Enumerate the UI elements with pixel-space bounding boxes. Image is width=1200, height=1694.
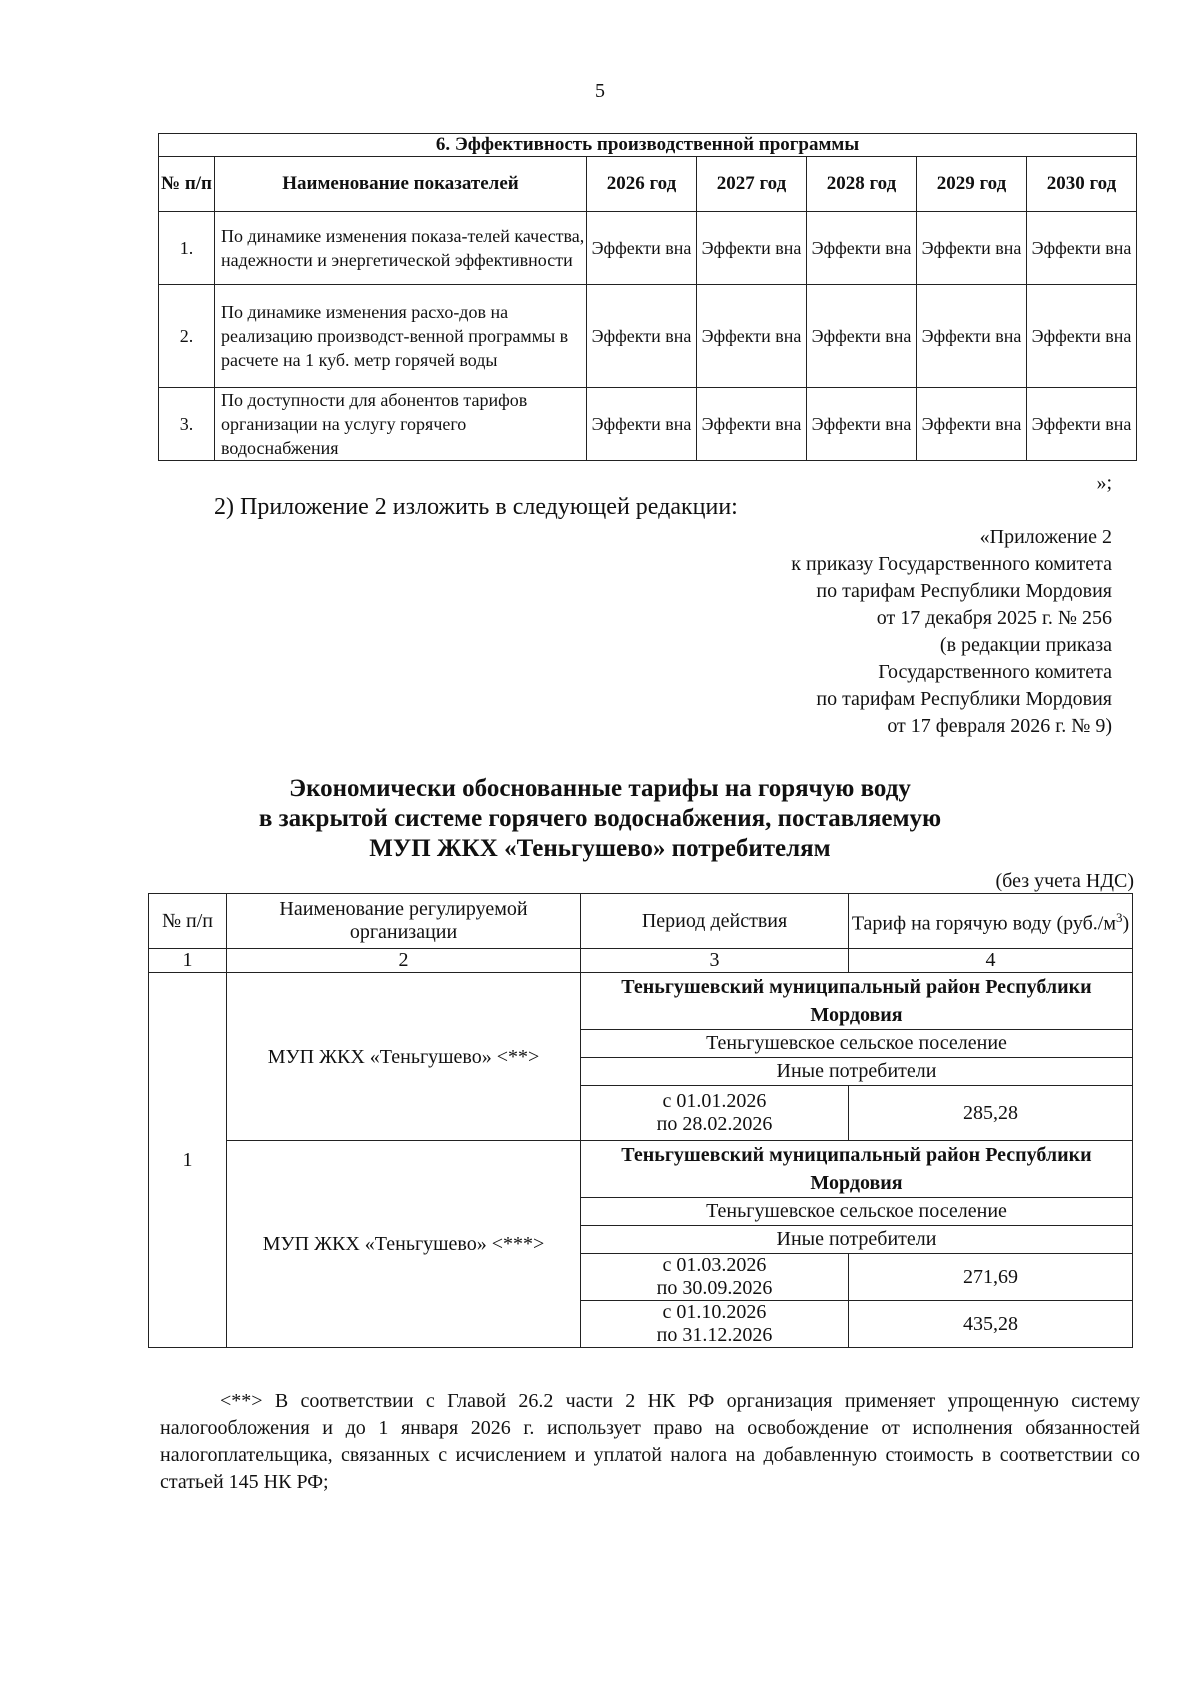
row-num: 1.	[159, 212, 215, 285]
row-num: 1	[149, 973, 227, 1348]
item-heading: 2) Приложение 2 изложить в следующей редакции:	[214, 494, 738, 520]
appendix-line: от 17 февраля 2026 г. № 9)	[887, 715, 1112, 737]
row-value: Эффекти вна	[697, 285, 807, 388]
header-year: 2029 год	[917, 157, 1027, 212]
row-value: Эффекти вна	[1027, 285, 1137, 388]
row-name: По динамике изменения показа-телей качества, надежности и энергетической эффективности	[215, 212, 587, 285]
settlement: Теньгушевское сельское поселение	[581, 1030, 1133, 1058]
efficiency-table-title: 6. Эффективность производственной программы	[159, 134, 1137, 157]
consumers: Иные потребители	[581, 1058, 1133, 1086]
appendix-line: по тарифам Республики Мордовия	[816, 580, 1112, 602]
row-value: Эффекти вна	[917, 212, 1027, 285]
tariff-value: 285,28	[849, 1086, 1133, 1141]
title-line: в закрытой системе горячего водоснабжения, поставляемую	[258, 805, 942, 832]
appendix-line: Государственного комитета	[878, 661, 1112, 683]
row-value: Эффекти вна	[917, 285, 1027, 388]
column-index: 4	[849, 949, 1133, 973]
vat-note: (без учета НДС)	[995, 870, 1134, 892]
header-year: 2028 год	[807, 157, 917, 212]
table-row	[159, 212, 1137, 285]
period: с 01.10.2026 по 31.12.2026	[581, 1301, 849, 1348]
header-year: 2030 год	[1027, 157, 1137, 212]
header-org: Наименование регулируемой организации	[227, 894, 581, 949]
row-value: Эффекти вна	[697, 388, 807, 461]
row-value: Эффекти вна	[587, 212, 697, 285]
row-num: 3.	[159, 388, 215, 461]
tariff-table	[148, 893, 1133, 1348]
header-period: Период действия	[581, 894, 849, 949]
appendix-line: (в редакции приказа	[939, 634, 1112, 656]
period: с 01.03.2026 по 30.09.2026	[581, 1254, 849, 1301]
row-value: Эффекти вна	[697, 212, 807, 285]
closing-quote: »;	[1096, 472, 1112, 494]
org-name: МУП ЖКХ «Теньгушево» <***>	[227, 1141, 581, 1348]
header-year: 2026 год	[587, 157, 697, 212]
column-index: 2	[227, 949, 581, 973]
appendix-line: к приказу Государственного комитета	[791, 553, 1112, 575]
org-name: МУП ЖКХ «Теньгушево» <**>	[227, 973, 581, 1141]
row-value: Эффекти вна	[807, 285, 917, 388]
appendix-line: от 17 декабря 2025 г. № 256	[876, 607, 1112, 629]
row-value: Эффекти вна	[917, 388, 1027, 461]
district: Теньгушевский муниципальный район Республики Мордовия	[581, 973, 1133, 1030]
appendix-line: по тарифам Республики Мордовия	[816, 688, 1112, 710]
district: Теньгушевский муниципальный район Республики Мордовия	[581, 1141, 1133, 1198]
footnote: <**> В соответствии с Главой 26.2 части 2 НК РФ организация применяет упрощенную систему налогообложения и до 1 января 2026 г. использует право на освобождение от исполнения обязанностей налогоплательщика, связанных с исчислением и уплатой налога на добавленную стоимость в соответствии со статьей 145 НК РФ;	[160, 1390, 1140, 1493]
column-index: 1	[149, 949, 227, 973]
row-value: Эффекти вна	[1027, 212, 1137, 285]
row-value: Эффекти вна	[1027, 388, 1137, 461]
header-tariff: Тариф на горячую воду $(руб./м^3)$	[849, 894, 1133, 949]
consumers: Иные потребители	[581, 1226, 1133, 1254]
header-year: 2027 год	[697, 157, 807, 212]
page-number: 5	[595, 80, 605, 102]
title-line: Экономически обоснованные тарифы на горячую воду	[289, 775, 911, 802]
header-name: Наименование показателей	[215, 157, 587, 212]
appendix-header	[791, 524, 1112, 740]
table-row	[159, 285, 1137, 388]
header-num: № п/п	[159, 157, 215, 212]
period: с 01.01.2026 по 28.02.2026	[581, 1086, 849, 1141]
row-num: 2.	[159, 285, 215, 388]
row-value: Эффекти вна	[807, 388, 917, 461]
column-index: 3	[581, 949, 849, 973]
settlement: Теньгушевское сельское поселение	[581, 1198, 1133, 1226]
row-value: Эффекти вна	[587, 285, 697, 388]
tariff-value: 271,69	[849, 1254, 1133, 1301]
tariff-value: 435,28	[849, 1301, 1133, 1348]
document-title	[0, 774, 1200, 864]
row-name: По динамике изменения расхо-дов на реализацию производст-венной программы в расчете на 1 куб. метр горячей воды	[215, 285, 587, 388]
efficiency-table	[158, 133, 1137, 461]
row-name: По доступности для абонентов тарифов организации на услугу горячего водоснабжения	[215, 388, 587, 461]
row-value: Эффекти вна	[807, 212, 917, 285]
row-value: Эффекти вна	[587, 388, 697, 461]
header-num: № п/п	[149, 894, 227, 949]
table-row	[159, 388, 1137, 461]
title-line: МУП ЖКХ «Теньгушево» потребителям	[369, 835, 831, 862]
appendix-line: «Приложение 2	[979, 526, 1112, 548]
